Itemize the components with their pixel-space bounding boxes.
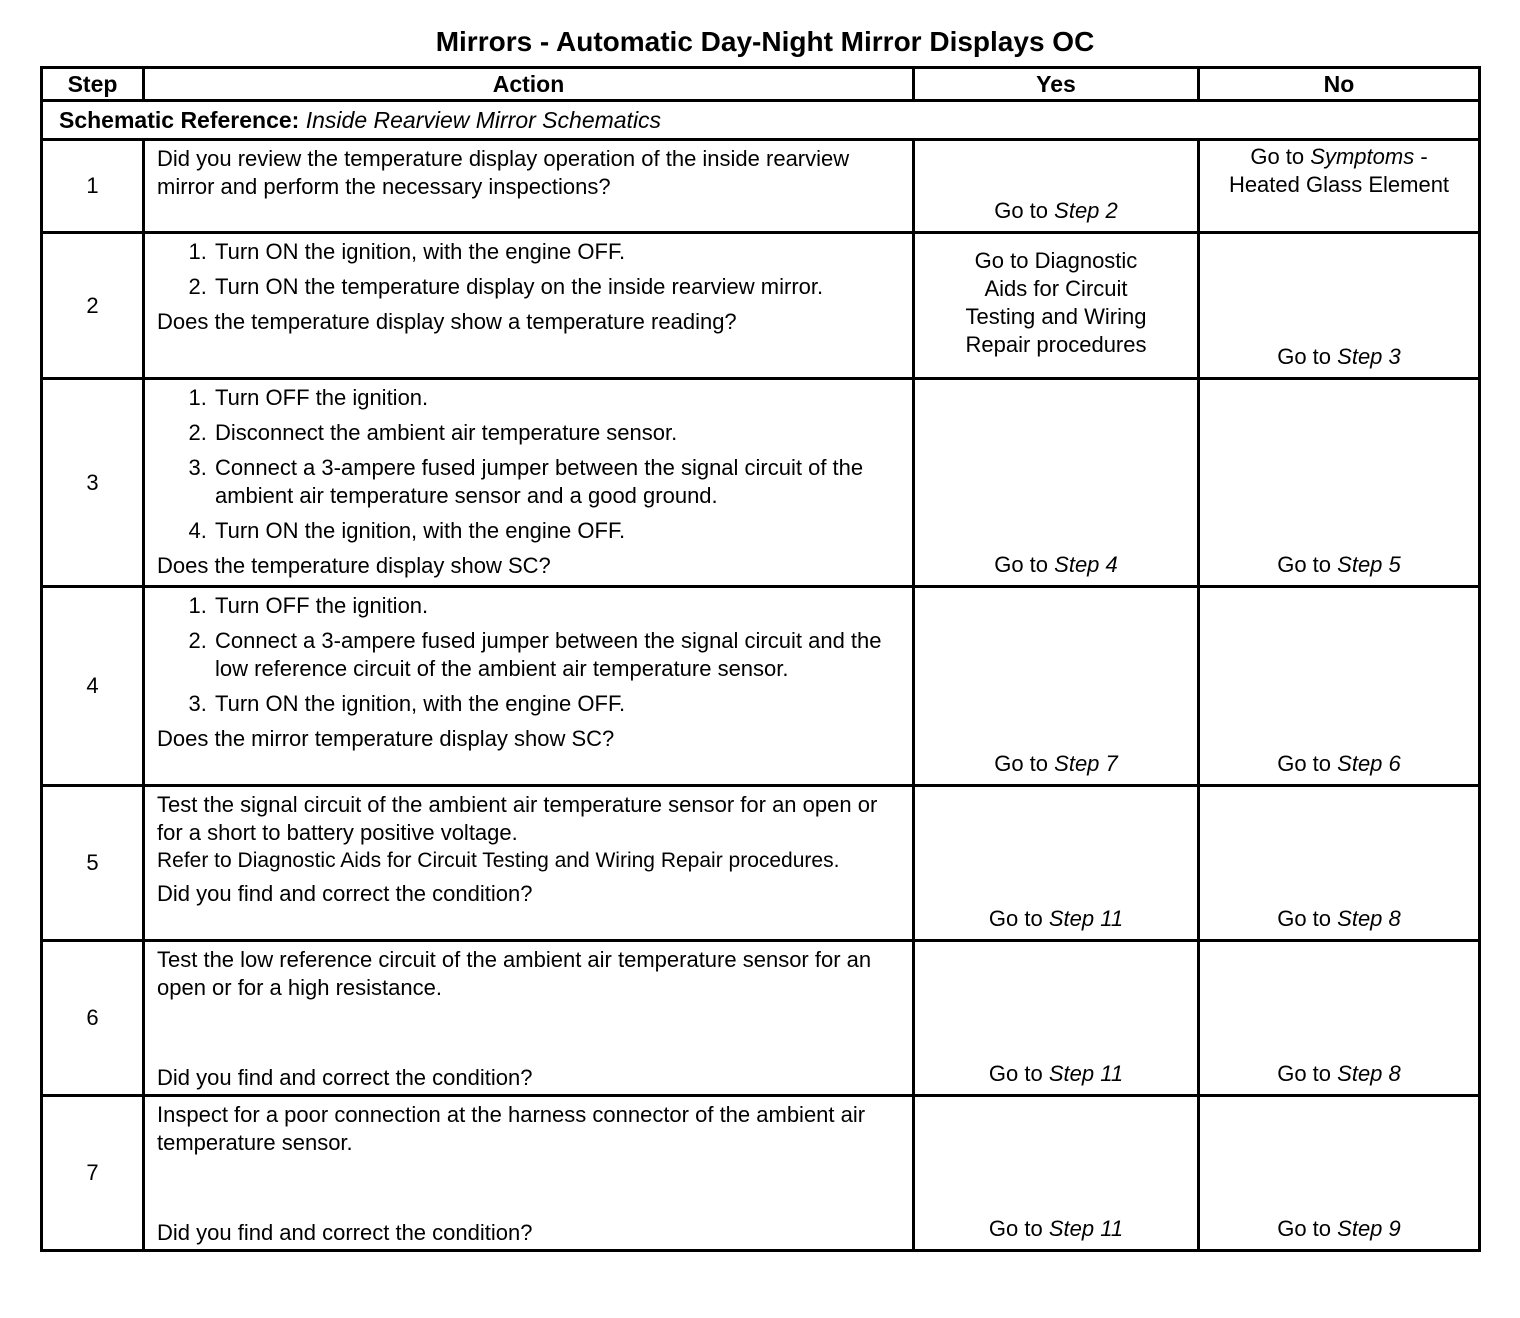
no-cell	[1199, 140, 1480, 233]
action-cell	[144, 379, 914, 587]
schematic-link[interactable]: Inside Rearview Mirror Schematics	[305, 107, 662, 133]
no-link[interactable]: Step 9	[1337, 1216, 1401, 1241]
action-cell	[144, 786, 914, 941]
step-number: 6	[42, 941, 144, 1096]
action-list-item: 3. Connect a 3-ampere fused jumper between the signal circuit of the ambient air temperature sensor and a good ground.	[213, 454, 902, 510]
header-no: No	[1199, 68, 1480, 101]
action-question: Did you find and correct the condition?	[157, 1220, 533, 1245]
yes-line: Go to Diagnostic	[974, 247, 1138, 273]
action-list-item: 1. Turn OFF the ignition.	[213, 384, 902, 412]
yes-line: Repair procedures	[965, 331, 1147, 357]
yes-prefix: Go to	[988, 1216, 1043, 1241]
yes-cell	[914, 233, 1199, 379]
yes-cell	[914, 140, 1199, 233]
schematic-label: Schematic Reference:	[59, 107, 300, 133]
no-prefix: Go to	[1277, 1216, 1332, 1241]
yes-prefix: Go to	[994, 751, 1049, 776]
header-yes: Yes	[914, 68, 1199, 101]
yes-line: Testing and Wiring	[965, 303, 1147, 329]
no-link[interactable]: Step 5	[1337, 552, 1401, 577]
action-question: Did you find and correct the condition?	[157, 881, 533, 906]
action-list	[157, 238, 902, 301]
no-link[interactable]: Step 8	[1337, 1061, 1401, 1086]
no-cell	[1199, 941, 1480, 1096]
header-step: Step	[42, 68, 144, 101]
action-cell	[144, 140, 914, 233]
yes-link[interactable]: Step 7	[1054, 751, 1118, 776]
action-list	[157, 592, 902, 718]
action-text: Test the signal circuit of the ambient air temperature sensor for an open or for a short to battery positive voltage.	[157, 792, 878, 845]
yes-line: Aids for Circuit	[984, 275, 1128, 301]
yes-prefix: Go to	[994, 198, 1049, 223]
no-prefix: Go to	[1277, 906, 1332, 931]
no-cell	[1199, 379, 1480, 587]
yes-link[interactable]: Step 11	[1048, 1216, 1124, 1241]
no-cell	[1199, 587, 1480, 786]
step-number: 7	[42, 1096, 144, 1251]
action-list-item: 2. Connect a 3-ampere fused jumper between the signal circuit and the low reference circuit of the ambient air temperature sensor.	[213, 627, 902, 683]
table-row	[42, 941, 1480, 1096]
schematic-reference	[42, 101, 1480, 140]
yes-cell	[914, 941, 1199, 1096]
yes-prefix: Go to	[994, 552, 1049, 577]
header-action: Action	[144, 68, 914, 101]
no-link[interactable]: Symptoms	[1310, 144, 1415, 169]
yes-link[interactable]: Step 11	[1048, 906, 1124, 931]
action-reference: Refer to Diagnostic Aids for Circuit Testing and Wiring Repair procedures.	[157, 849, 840, 872]
yes-cell	[914, 379, 1199, 587]
action-cell	[144, 1096, 914, 1251]
action-text: Inspect for a poor connection at the harness connector of the ambient air temperature sensor.	[157, 1102, 866, 1155]
no-prefix: Go to	[1250, 144, 1305, 169]
step-number: 5	[42, 786, 144, 941]
no-link[interactable]: Step 8	[1337, 906, 1401, 931]
page-title: Mirrors - Automatic Day-Night Mirror Displays OC	[435, 26, 1095, 57]
yes-prefix: Go to	[988, 1061, 1043, 1086]
no-cell	[1199, 1096, 1480, 1251]
action-list	[157, 384, 902, 545]
step-number: 1	[42, 140, 144, 233]
no-link[interactable]: Step 6	[1337, 751, 1401, 776]
no-cell	[1199, 233, 1480, 379]
no-prefix: Go to	[1277, 552, 1332, 577]
action-cell	[144, 941, 914, 1096]
yes-link[interactable]: Step 11	[1048, 1061, 1124, 1086]
table-row	[42, 140, 1480, 233]
action-list-item: 4. Turn ON the ignition, with the engine OFF.	[213, 517, 902, 545]
diagnostic-table	[40, 66, 1481, 1252]
action-text: Test the low reference circuit of the ambient air temperature sensor for an open or for a high resistance.	[157, 947, 872, 1000]
step-number: 2	[42, 233, 144, 379]
table-row	[42, 379, 1480, 587]
no-prefix: Go to	[1277, 344, 1332, 369]
no-prefix: Go to	[1277, 751, 1332, 776]
action-list-item: 1. Turn OFF the ignition.	[213, 592, 902, 620]
action-cell	[144, 233, 914, 379]
action-list-item: 2. Disconnect the ambient air temperature sensor.	[213, 419, 902, 447]
action-list-item: 3. Turn ON the ignition, with the engine OFF.	[213, 690, 902, 718]
no-line2: Heated Glass Element	[1228, 172, 1450, 197]
action-question: Does the temperature display show a temperature reading?	[157, 309, 737, 334]
yes-cell	[914, 587, 1199, 786]
yes-link[interactable]: Step 2	[1054, 198, 1118, 223]
table-row	[42, 233, 1480, 379]
action-question: Does the mirror temperature display show SC?	[157, 726, 615, 751]
yes-cell	[914, 786, 1199, 941]
step-number: 3	[42, 379, 144, 587]
no-suffix: -	[1420, 144, 1428, 169]
no-link[interactable]: Step 3	[1337, 344, 1401, 369]
table-row	[42, 587, 1480, 786]
header-row	[42, 68, 1480, 101]
no-cell	[1199, 786, 1480, 941]
no-prefix: Go to	[1277, 1061, 1332, 1086]
action-list-item: 1. Turn ON the ignition, with the engine OFF.	[213, 238, 902, 266]
table-row	[42, 786, 1480, 941]
action-cell	[144, 587, 914, 786]
action-question: Did you find and correct the condition?	[157, 1065, 533, 1090]
action-list-item: 2. Turn ON the temperature display on the inside rearview mirror.	[213, 273, 902, 301]
yes-link[interactable]: Step 4	[1054, 552, 1118, 577]
yes-cell	[914, 1096, 1199, 1251]
table-row	[42, 1096, 1480, 1251]
step-number: 4	[42, 587, 144, 786]
action-question: Does the temperature display show SC?	[157, 553, 551, 578]
action-question: Did you review the temperature display operation of the inside rearview mirror and perform the necessary inspections?	[157, 146, 850, 199]
schematic-reference-row	[42, 101, 1480, 140]
yes-prefix: Go to	[988, 906, 1043, 931]
